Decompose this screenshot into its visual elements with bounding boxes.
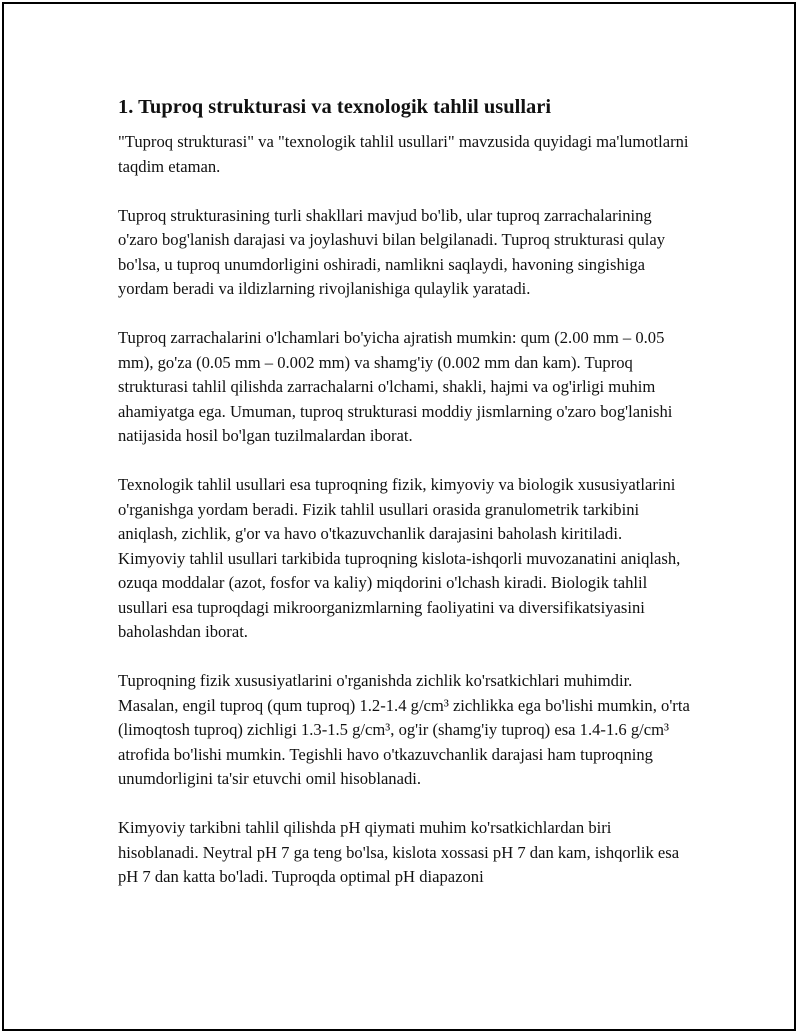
paragraph-analysis-methods: Texnologik tahlil usullari esa tuproqning fizik, kimyoviy va biologik xususiyatlarini o'rganishga yordam beradi. Fizik tahlil usullari orasida granulometrik tarkibini aniqlash, zichlik, g'or va havo o'tkazuvchanlik darajasini baholash kiritiladi. Kimyoviy tahlil usullari tarkibida tuproqning kislota-ishqorli muvozanatini aniqlash, ozuqa moddalar (azot, fosfor va kaliy) miqdorini o'lchash kiradi. Biologik tahlil usullari esa tuproqdagi mikroorganizmlarning faoliyatini va diversifikatsiyasini baholashdan iborat. bbox=[118, 475, 681, 641]
paragraph-ph: Kimyoviy tarkibni tahlil qilishda pH qiymati muhim ko'rsatkichlardan biri hisoblanadi. Neytral pH 7 ga teng bo'lsa, kislota xossasi pH 7 dan kam, ishqorlik esa pH 7 dan katta bo'ladi. Tuproqda optimal pH diapazoni bbox=[118, 818, 680, 886]
paragraph-density: Tuproqning fizik xususiyatlarini o'rganishda zichlik ko'rsatkichlari muhimdir. Masalan, engil tuproq (qum tuproq) 1.2-1.4 g/cm³ zichlikka ega bo'lishi mumkin, o'rta (limoqtosh tuproq) zichligi 1.3-1.5 g/cm³, og'ir (shamg'iy tuproq) esa 1.4-1.6 g/cm³ atrofida bo'lishi mumkin. Tegishli havo o'tkazuvchanlik darajasi ham tuproqning unumdorligini ta'sir etuvchi omil hisoblanadi. bbox=[118, 671, 690, 788]
document-title: 1. Tuproq strukturasi va texnologik tahlil usullari bbox=[118, 96, 552, 118]
paragraph-structure-forms: Tuproq strukturasining turli shakllari mavjud bo'lib, ular tuproq zarrachalarining o'zaro bog'lanish darajasi va joylashuvi bilan belgilanadi. Tuproq strukturasi qulay bo'lsa, u tuproq unumdorligini oshiradi, namlikni saqlaydi, havoning singishiga yordam beradi va ildizlarning rivojlanishiga qulaylik yaratadi. bbox=[118, 205, 666, 298]
document-body bbox=[118, 94, 693, 914]
paragraph-particle-sizes: Tuproq zarrachalarini o'lchamlari bo'yicha ajratish mumkin: qum (2.00 mm – 0.05 mm), go'za (0.05 mm – 0.002 mm) va shamg'iy (0.002 mm dan kam). Tuproq strukturasi tahlil qilishda zarrachalarni o'lchami, shakli, hajmi va og'irligi muhim ahamiyatga ega. Umuman, tuproq strukturasi moddiy jismlarning o'zaro bog'lanishi natijasida hosil bo'lgan tuzilmalardan iborat. bbox=[118, 328, 673, 445]
paragraph-intro: "Tuproq strukturasi" va "texnologik tahlil usullari" mavzusida quyidagi ma'lumotlarni taqdim etaman. bbox=[118, 132, 689, 176]
